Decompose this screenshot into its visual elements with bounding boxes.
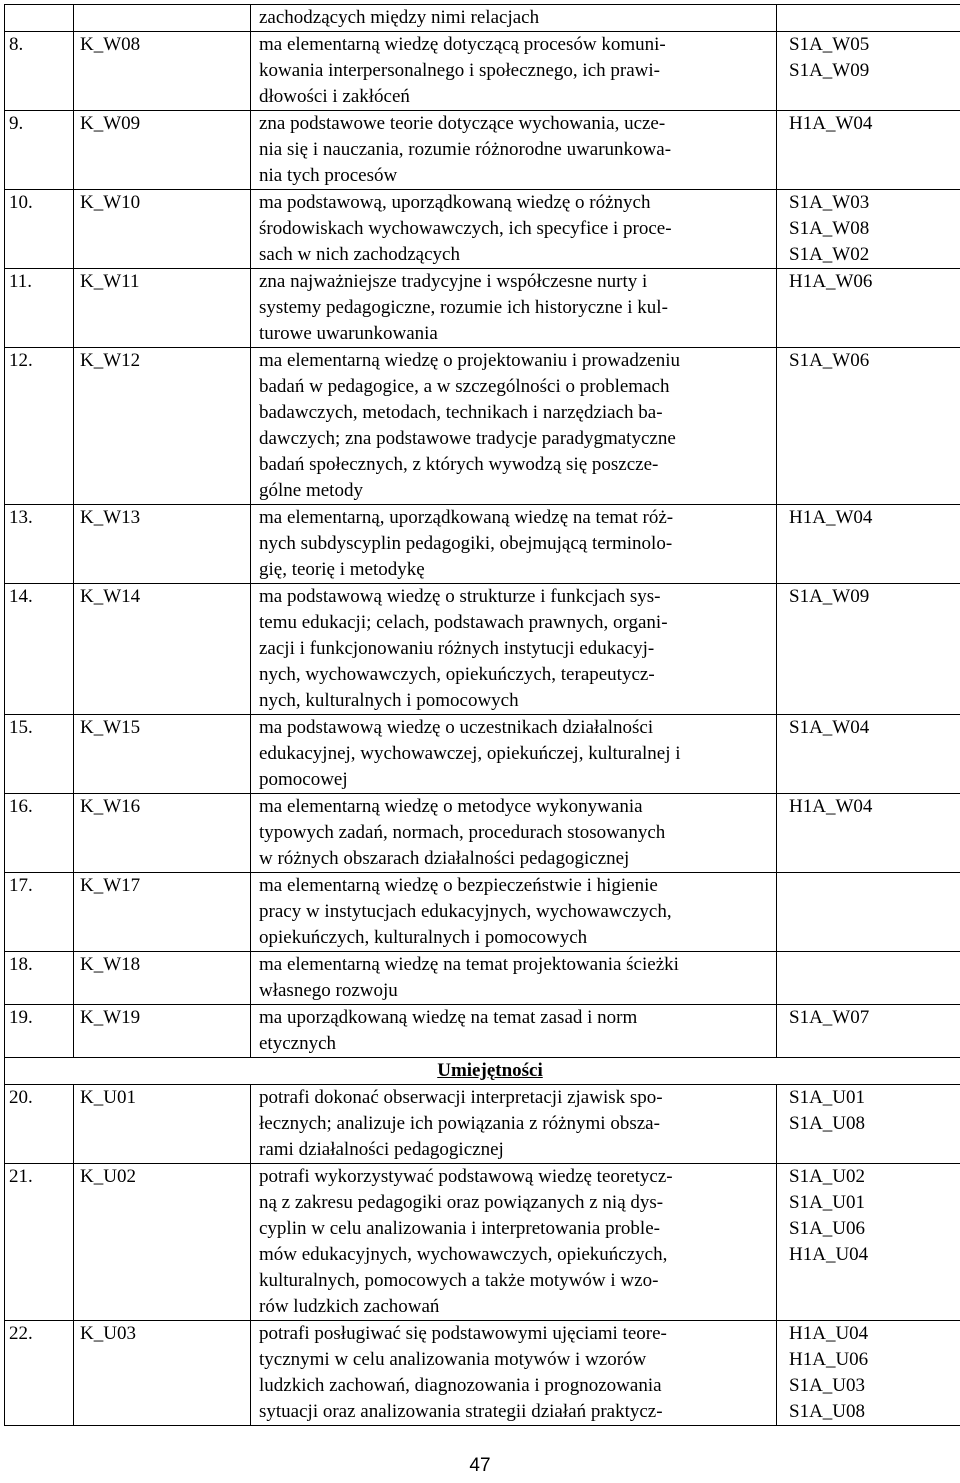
description-line: potrafi wykorzystywać podstawową wiedzę teoretycz-	[259, 1166, 673, 1187]
reference-code: H1A_U04	[789, 1323, 869, 1344]
description-line: gólne metody	[259, 480, 363, 501]
number-cell: 19.	[5, 1005, 74, 1058]
description-cell	[251, 584, 777, 715]
code-cell: K_W19	[74, 1005, 251, 1058]
code-cell: K_W16	[74, 794, 251, 873]
code-cell: K_W15	[74, 715, 251, 794]
description-line: potrafi dokonać obserwacji interpretacji zjawisk spo-	[259, 1087, 663, 1108]
code-cell: K_W12	[74, 348, 251, 505]
description-line: ma podstawową wiedzę o strukturze i funkcjach sys-	[259, 586, 661, 607]
number-cell: 9.	[5, 111, 74, 190]
description-cell	[251, 348, 777, 505]
reference-code: S1A_W06	[789, 350, 870, 371]
code-cell: K_W09	[74, 111, 251, 190]
reference-code: S1A_U08	[789, 1401, 866, 1422]
reference-code: S1A_U03	[789, 1375, 866, 1396]
reference-code: S1A_U06	[789, 1218, 866, 1239]
table-row	[5, 348, 960, 505]
description-line: sytuacji oraz analizowania strategii działań praktycz-	[259, 1401, 663, 1422]
reference-code: H1A_U06	[789, 1349, 869, 1370]
reference-cell	[777, 5, 960, 32]
description-line: badawczych, metodach, technikach i narzędziach ba-	[259, 402, 663, 423]
description-line: badań w pedagogice, a w szczególności o problemach	[259, 376, 670, 397]
reference-code: H1A_U04	[789, 1244, 869, 1265]
description-line: zna najważniejsze tradycyjne i współczesne nurty i	[259, 271, 648, 292]
number-cell: 22.	[5, 1321, 74, 1426]
description-line: cyplin w celu analizowania i interpretowania proble-	[259, 1218, 660, 1239]
description-line: dawczych; zna podstawowe tradycje paradygmatyczne	[259, 428, 676, 449]
description-line: tycznymi w celu analizowania motywów i wzorów	[259, 1349, 647, 1370]
code-cell: K_W11	[74, 269, 251, 348]
table-row	[5, 1005, 960, 1058]
reference-code: S1A_W09	[789, 586, 870, 607]
number-cell: 10.	[5, 190, 74, 269]
section-row	[5, 1058, 960, 1085]
reference-cell	[777, 715, 960, 794]
description-cell	[251, 190, 777, 269]
code-cell: K_W18	[74, 952, 251, 1005]
description-line: nych subdyscyplin pedagogiki, obejmującą terminolo-	[259, 533, 673, 554]
number-cell: 12.	[5, 348, 74, 505]
description-cell	[251, 5, 777, 32]
description-line: turowe uwarunkowania	[259, 323, 438, 344]
description-line: nia się i nauczania, rozumie różnorodne uwarunkowa-	[259, 139, 672, 160]
description-line: zachodzących między nimi relacjach	[259, 7, 540, 28]
reference-cell	[777, 794, 960, 873]
reference-code: S1A_W03	[789, 192, 870, 213]
number-cell: 13.	[5, 505, 74, 584]
description-cell	[251, 1321, 777, 1426]
description-line: potrafi posługiwać się podstawowymi ujęciami teore-	[259, 1323, 667, 1344]
description-line: ma elementarną wiedzę o projektowaniu i prowadzeniu	[259, 350, 680, 371]
description-cell	[251, 715, 777, 794]
reference-code: S1A_W05	[789, 34, 870, 55]
table-row	[5, 952, 960, 1005]
description-line: typowych zadań, normach, procedurach stosowanych	[259, 822, 666, 843]
description-cell	[251, 1085, 777, 1164]
description-line: własnego rozwoju	[259, 980, 398, 1001]
table-row	[5, 1321, 960, 1426]
description-line: systemy pedagogiczne, rozumie ich historyczne i kul-	[259, 297, 668, 318]
reference-cell	[777, 32, 960, 111]
reference-cell	[777, 584, 960, 715]
reference-code: H1A_W04	[789, 796, 873, 817]
description-cell	[251, 111, 777, 190]
description-line: edukacyjnej, wychowawczej, opiekuńczej, kulturalnej i	[259, 743, 681, 764]
description-line: nia tych procesów	[259, 165, 398, 186]
table-row	[5, 794, 960, 873]
number-cell: 15.	[5, 715, 74, 794]
description-line: ma podstawową, uporządkowaną wiedzę o różnych	[259, 192, 651, 213]
description-line: temu edukacji; celach, podstawach prawnych, organi-	[259, 612, 668, 633]
table-body	[5, 5, 960, 1426]
table-row	[5, 1164, 960, 1321]
number-cell: 17.	[5, 873, 74, 952]
reference-cell	[777, 1164, 960, 1321]
description-line: ma elementarną wiedzę o bezpieczeństwie i higienie	[259, 875, 658, 896]
reference-code: S1A_W08	[789, 218, 870, 239]
code-cell: K_U01	[74, 1085, 251, 1164]
table-row	[5, 584, 960, 715]
description-cell	[251, 505, 777, 584]
description-cell	[251, 32, 777, 111]
description-line: ma elementarną wiedzę dotyczącą procesów komuni-	[259, 34, 666, 55]
description-line: rami działalności pedagogicznej	[259, 1139, 504, 1160]
reference-cell	[777, 111, 960, 190]
description-line: nych, wychowawczych, opiekuńczych, terapeutycz-	[259, 664, 655, 685]
reference-code: S1A_U01	[789, 1087, 866, 1108]
description-line: ma podstawową wiedzę o uczestnikach działalności	[259, 717, 654, 738]
description-line: zacji i funkcjonowaniu różnych instytucji edukacyj-	[259, 638, 655, 659]
number-cell: 8.	[5, 32, 74, 111]
reference-cell	[777, 1005, 960, 1058]
page-number: 47	[469, 1455, 491, 1476]
code-cell: K_W14	[74, 584, 251, 715]
reference-cell	[777, 190, 960, 269]
reference-code: S1A_U01	[789, 1192, 866, 1213]
description-cell	[251, 873, 777, 952]
description-line: nych, kulturalnych i pomocowych	[259, 690, 519, 711]
description-line: pomocowej	[259, 769, 348, 790]
description-cell	[251, 952, 777, 1005]
code-cell: K_U03	[74, 1321, 251, 1426]
description-line: pracy w instytucjach edukacyjnych, wychowawczych,	[259, 901, 672, 922]
description-line: ma elementarną, uporządkowaną wiedzę na temat róż-	[259, 507, 674, 528]
code-cell: K_W17	[74, 873, 251, 952]
number-cell	[5, 5, 74, 32]
table-row	[5, 715, 960, 794]
description-line: opiekuńczych, kulturalnych i pomocowych	[259, 927, 588, 948]
reference-code: H1A_W06	[789, 271, 873, 292]
description-cell	[251, 794, 777, 873]
reference-code: S1A_U02	[789, 1166, 866, 1187]
code-cell: K_W08	[74, 32, 251, 111]
code-cell: K_W10	[74, 190, 251, 269]
number-cell: 11.	[5, 269, 74, 348]
table-row	[5, 111, 960, 190]
reference-code: S1A_U08	[789, 1113, 866, 1134]
reference-cell	[777, 1321, 960, 1426]
description-cell	[251, 269, 777, 348]
description-line: sach w nich zachodzących	[259, 244, 460, 265]
table-row	[5, 505, 960, 584]
table-row	[5, 5, 960, 32]
description-line: kulturalnych, pomocowych a także motywów i wzo-	[259, 1270, 659, 1291]
table-row	[5, 269, 960, 348]
description-line: w różnych obszarach działalności pedagogicznej	[259, 848, 630, 869]
description-line: mów edukacyjnych, wychowawczych, opiekuńczych,	[259, 1244, 668, 1265]
description-line: ma elementarną wiedzę o metodyce wykonywania	[259, 796, 643, 817]
table-row	[5, 190, 960, 269]
reference-code: H1A_W04	[789, 113, 873, 134]
reference-cell	[777, 348, 960, 505]
number-cell: 16.	[5, 794, 74, 873]
section-heading: Umiejętności	[5, 1058, 960, 1085]
code-cell: K_W13	[74, 505, 251, 584]
description-line: ludzkich zachowań, diagnozowania i prognozowania	[259, 1375, 662, 1396]
description-line: rów ludzkich zachowań	[259, 1296, 440, 1317]
description-line: gię, teorię i metodykę	[259, 559, 425, 580]
description-line: zna podstawowe teorie dotyczące wychowania, ucze-	[259, 113, 666, 134]
description-line: badań społecznych, z których wywodzą się poszcze-	[259, 454, 659, 475]
reference-cell	[777, 269, 960, 348]
description-cell	[251, 1164, 777, 1321]
table-row	[5, 873, 960, 952]
reference-code: S1A_W02	[789, 244, 870, 265]
description-line: ną z zakresu pedagogiki oraz powiązanych z nią dys-	[259, 1192, 664, 1213]
table-row	[5, 1085, 960, 1164]
description-line: kowania interpersonalnego i społecznego, ich prawi-	[259, 60, 660, 81]
reference-cell	[777, 505, 960, 584]
number-cell: 14.	[5, 584, 74, 715]
reference-cell	[777, 873, 960, 952]
description-line: łecznych; analizuje ich powiązania z różnymi obsza-	[259, 1113, 660, 1134]
description-line: ma uporządkowaną wiedzę na temat zasad i norm	[259, 1007, 638, 1028]
code-cell	[74, 5, 251, 32]
description-line: etycznych	[259, 1033, 337, 1054]
number-cell: 20.	[5, 1085, 74, 1164]
description-cell	[251, 1005, 777, 1058]
number-cell: 18.	[5, 952, 74, 1005]
reference-code: S1A_W04	[789, 717, 870, 738]
reference-code: S1A_W09	[789, 60, 870, 81]
reference-code: S1A_W07	[789, 1007, 870, 1028]
number-cell: 21.	[5, 1164, 74, 1321]
reference-code: H1A_W04	[789, 507, 873, 528]
reference-cell	[777, 952, 960, 1005]
reference-cell	[777, 1085, 960, 1164]
description-line: środowiskach wychowawczych, ich specyfice i proce-	[259, 218, 672, 239]
table-row	[5, 32, 960, 111]
description-line: dłowości i zakłóceń	[259, 86, 410, 107]
learning-outcomes-table	[4, 4, 960, 1426]
code-cell: K_U02	[74, 1164, 251, 1321]
description-line: ma elementarną wiedzę na temat projektowania ścieżki	[259, 954, 679, 975]
